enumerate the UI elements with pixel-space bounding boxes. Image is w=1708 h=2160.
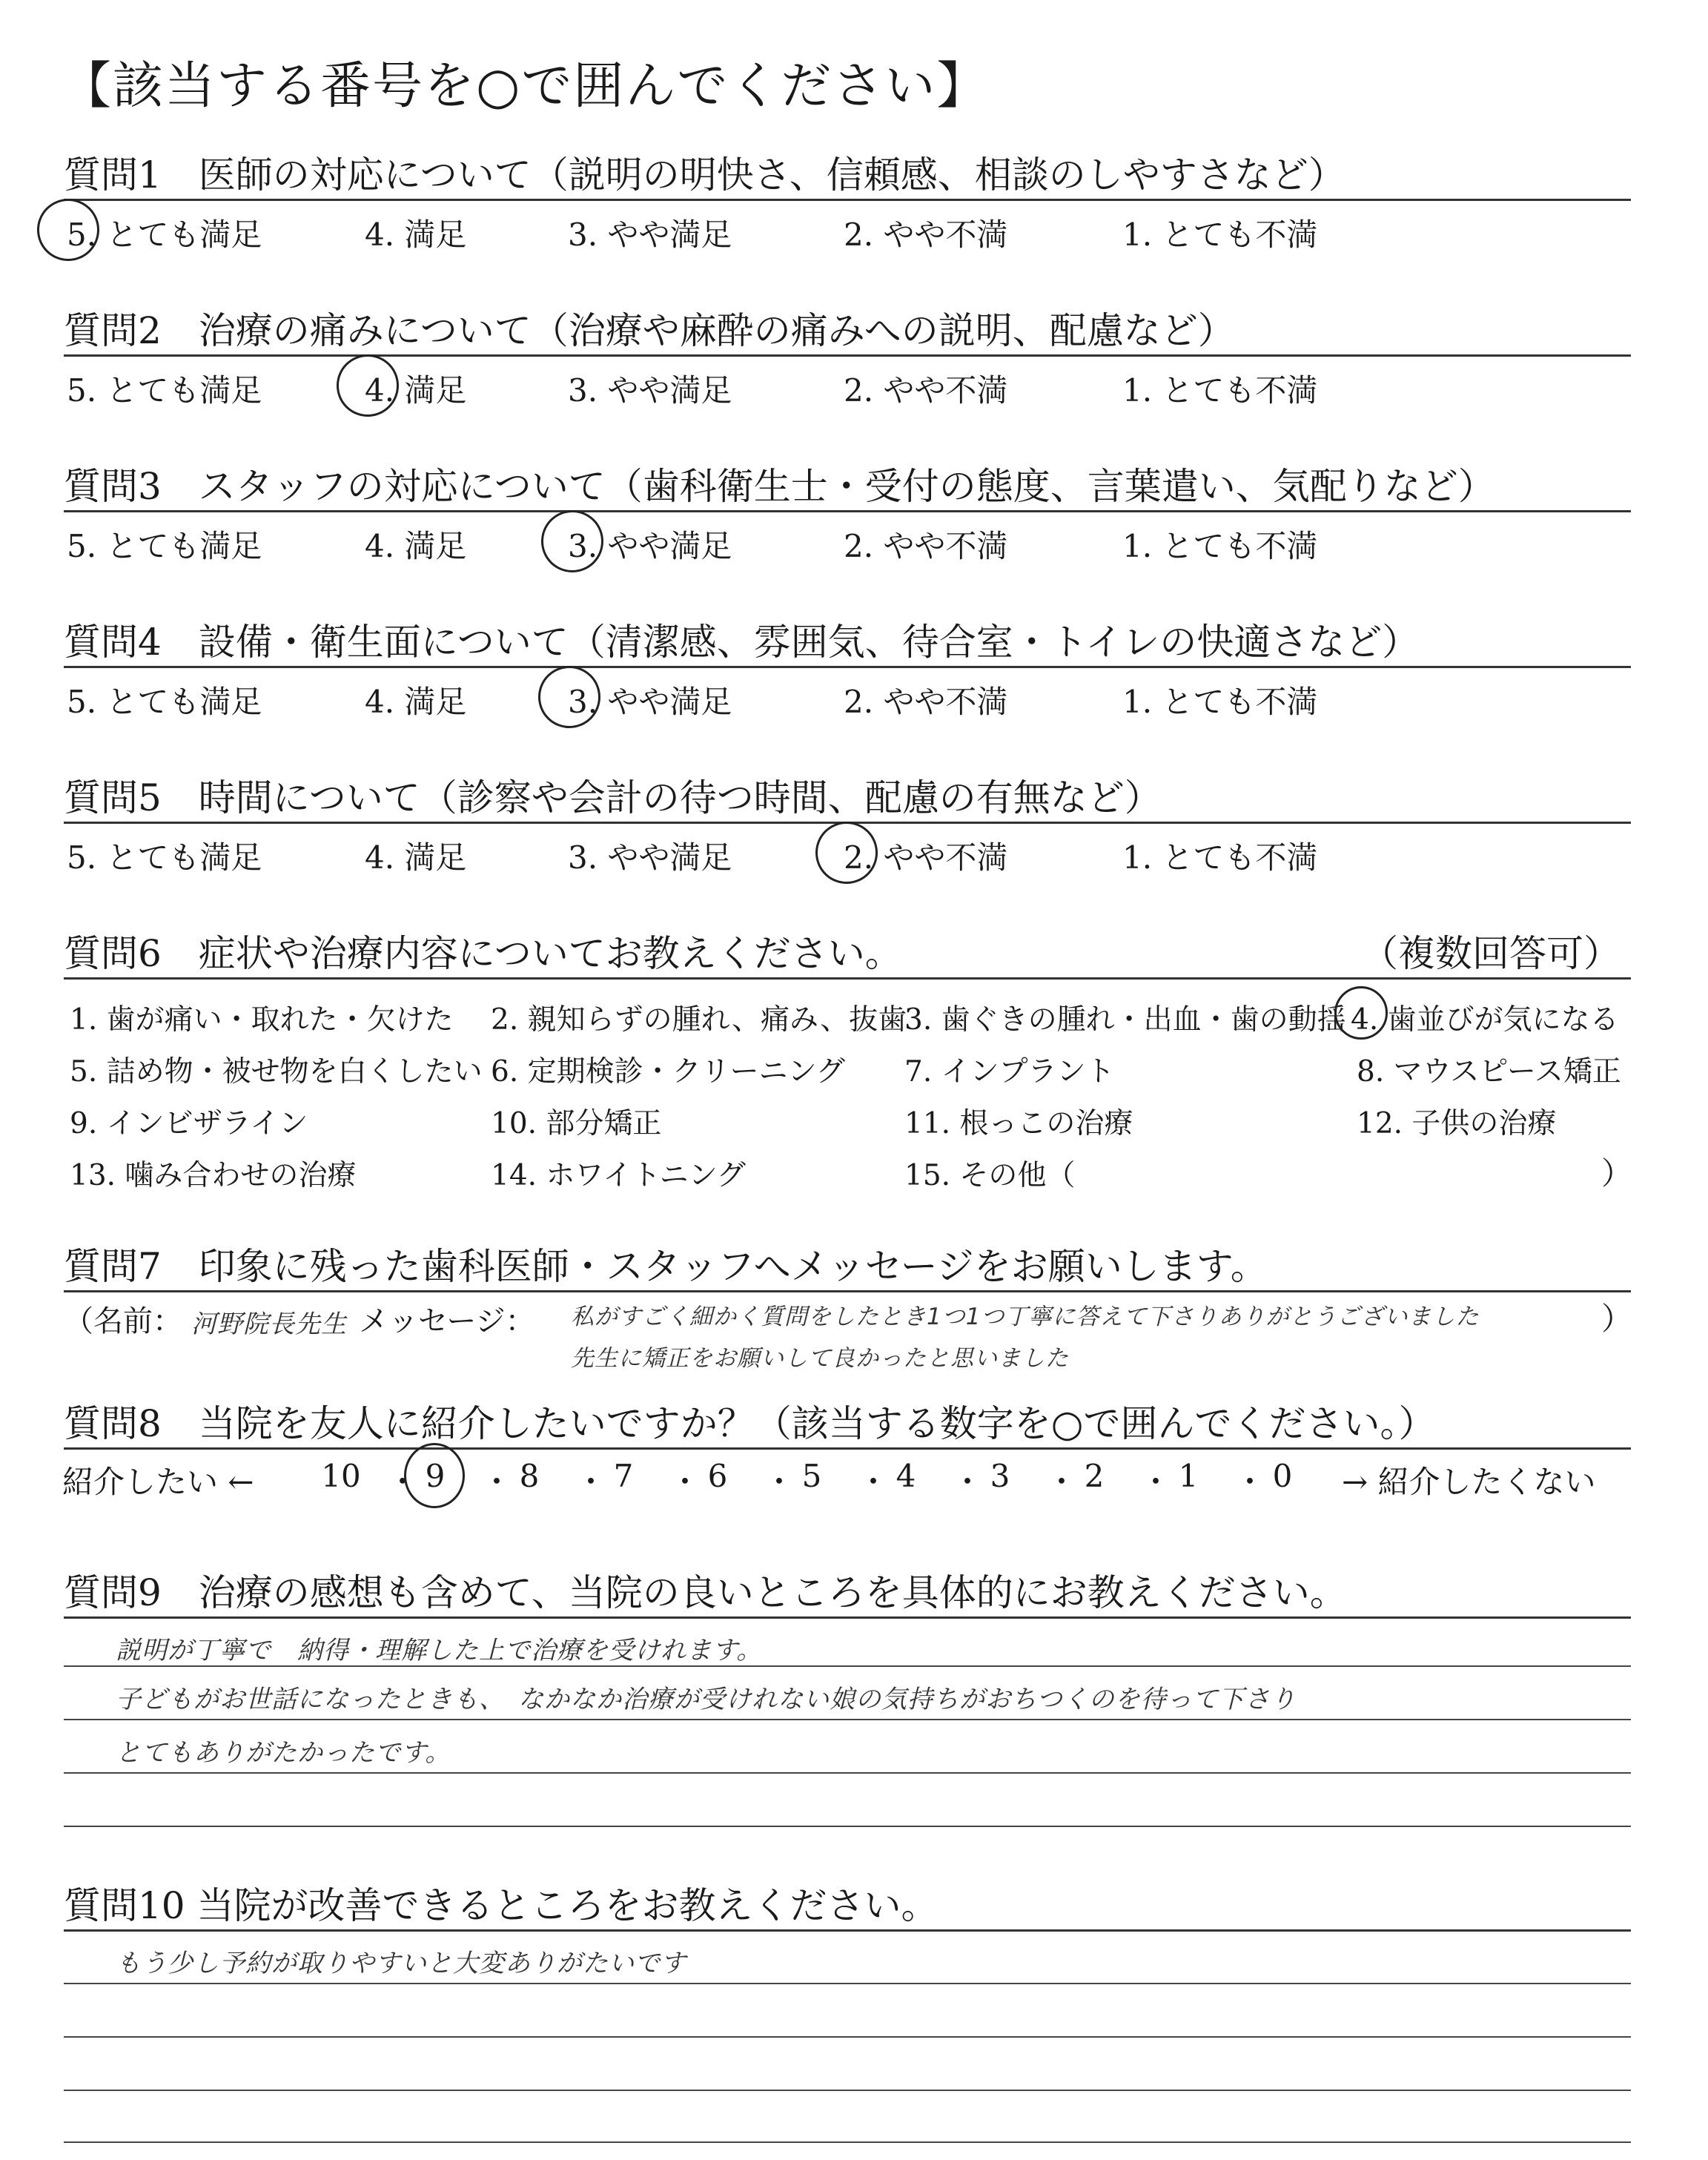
- q8-scale-separator: ・: [575, 1464, 607, 1500]
- question-8-title: 質問8 当院を友人に紹介したいですか？（該当する数字を○で囲んでください。）: [64, 1402, 1436, 1445]
- q2-option-2[interactable]: 2. やや不満: [844, 372, 1008, 409]
- q4-option-5[interactable]: 5. とても満足: [67, 684, 262, 720]
- q6-item-6[interactable]: 6. 定期検診・クリーニング: [491, 1055, 845, 1089]
- q7-name-label: （名前：: [64, 1304, 182, 1338]
- q6-item-14[interactable]: 14. ホワイトニング: [491, 1159, 746, 1192]
- question-9-rule: [64, 1616, 1631, 1619]
- q3-option-2[interactable]: 2. やや不満: [844, 528, 1008, 564]
- q7-message-line-1[interactable]: 私がすごく細かく質問をしたとき1つ1つ丁寧に答えて下さりありがとうございました: [571, 1304, 1480, 1330]
- q8-scale-8[interactable]: 8: [519, 1458, 540, 1494]
- q2-option-3[interactable]: 3. やや満足: [568, 372, 732, 409]
- q10-line-rule-4: [64, 2141, 1631, 2143]
- q6-item-4[interactable]: 4. 歯並びが気になる: [1351, 1003, 1619, 1037]
- q8-scale-7[interactable]: 7: [613, 1458, 634, 1494]
- question-5-title: 質問5 時間について（診察や会計の待つ時間、配慮の有無など）: [64, 776, 1162, 819]
- q4-option-2[interactable]: 2. やや不満: [844, 684, 1008, 720]
- q1-selection-circle: [37, 199, 99, 261]
- q1-option-5[interactable]: 5. とても満足: [67, 217, 262, 253]
- question-6-note: （複数回答可）: [1361, 932, 1621, 975]
- q9-answer-line-2[interactable]: 子どもがお世話になったときも、 なかなか治療が受けれない娘の気持ちがおちつくのを待って下さり: [116, 1685, 1297, 1714]
- q8-scale-10[interactable]: 10: [321, 1458, 361, 1494]
- q8-selection-circle: [404, 1443, 465, 1508]
- q10-line-rule-1: [64, 1983, 1631, 1984]
- question-3-title: 質問3 スタッフの対応について（歯科衛生士・受付の態度、言葉遣い、気配りなど）: [64, 465, 1495, 508]
- q4-option-3[interactable]: 3. やや満足: [568, 684, 732, 720]
- q6-item-9[interactable]: 9. インビザライン: [70, 1107, 308, 1140]
- q9-answer-line-1[interactable]: 説明が丁寧で 納得・理解した上で治療を受けれます。: [116, 1636, 763, 1665]
- q9-line-rule-2: [64, 1719, 1631, 1720]
- q8-scale-separator: ・: [764, 1464, 795, 1500]
- q5-option-3[interactable]: 3. やや満足: [568, 839, 732, 876]
- q3-option-1[interactable]: 1. とても不満: [1122, 528, 1318, 564]
- question-2-title: 質問2 治療の痛みについて（治療や麻酔の痛みへの説明、配慮など）: [64, 309, 1235, 352]
- q8-scale-separator: ・: [481, 1464, 513, 1500]
- q8-scale-9[interactable]: 9: [425, 1458, 446, 1494]
- question-1-rule: [64, 199, 1631, 201]
- question-4-rule: [64, 666, 1631, 668]
- q7-message-line-2[interactable]: 先生に矯正をお願いして良かったと思いました: [571, 1345, 1069, 1372]
- q8-scale-separator: ・: [1046, 1464, 1078, 1500]
- page-heading: 【該当する番号を○で囲んでください】: [61, 57, 989, 116]
- q6-other-close-paren: ）: [1601, 1155, 1633, 1192]
- question-7-rule: [64, 1290, 1631, 1292]
- question-10-title: 質問10 当院が改善できるところをお教えください。: [64, 1884, 939, 1927]
- q4-option-1[interactable]: 1. とても不満: [1122, 684, 1318, 720]
- q1-option-1[interactable]: 1. とても不満: [1122, 217, 1318, 253]
- question-2-rule: [64, 354, 1631, 357]
- question-6-title: 質問6 症状や治療内容についてお教えください。: [64, 932, 902, 975]
- q8-right-label: → 紹介したくない: [1342, 1464, 1596, 1500]
- q8-scale-4[interactable]: 4: [896, 1458, 916, 1494]
- q6-item-2[interactable]: 2. 親知らずの腫れ、痛み、抜歯: [491, 1003, 907, 1037]
- q7-close-paren: ）: [1601, 1301, 1633, 1337]
- q3-selection-circle: [541, 510, 603, 572]
- q8-scale-2[interactable]: 2: [1084, 1458, 1105, 1494]
- question-9-title: 質問9 治療の感想も含めて、当院の良いところを具体的にお教えください。: [64, 1571, 1347, 1614]
- q8-scale-separator: ・: [1140, 1464, 1172, 1500]
- q9-line-rule-3: [64, 1772, 1631, 1774]
- q5-option-2[interactable]: 2. やや不満: [844, 839, 1008, 876]
- q6-item-1[interactable]: 1. 歯が痛い・取れた・欠けた: [70, 1003, 454, 1037]
- q10-answer-line-1[interactable]: もう少し予約が取りやすいと大変ありがたいです: [116, 1949, 686, 1978]
- question-7-title: 質問7 印象に残った歯科医師・スタッフへメッセージをお願いします。: [64, 1245, 1268, 1288]
- q1-option-4[interactable]: 4. 満足: [365, 217, 467, 253]
- q8-scale-6[interactable]: 6: [707, 1458, 728, 1494]
- q8-scale-separator: ・: [1234, 1464, 1266, 1500]
- q10-line-rule-2: [64, 2036, 1631, 2038]
- q6-item-3[interactable]: 3. 歯ぐきの腫れ・出血・歯の動揺: [904, 1003, 1346, 1037]
- q3-option-5[interactable]: 5. とても満足: [67, 528, 262, 564]
- q6-item-5[interactable]: 5. 詰め物・被せ物を白くしたい: [70, 1055, 483, 1089]
- q5-selection-circle: [815, 822, 878, 884]
- question-4-title: 質問4 設備・衛生面について（清潔感、雰囲気、待合室・トイレの快適さなど）: [64, 621, 1420, 664]
- q8-scale-separator: ・: [669, 1464, 701, 1500]
- q8-scale-5[interactable]: 5: [801, 1458, 822, 1494]
- q6-item-7[interactable]: 7. インプラント: [904, 1055, 1115, 1089]
- q8-scale-0[interactable]: 0: [1272, 1458, 1293, 1494]
- question-3-rule: [64, 510, 1631, 512]
- q3-option-3[interactable]: 3. やや満足: [568, 528, 732, 564]
- q7-message-label: メッセージ：: [359, 1304, 535, 1338]
- q9-line-rule-4: [64, 1826, 1631, 1827]
- q8-scale-separator: ・: [387, 1464, 419, 1500]
- q6-item-8[interactable]: 8. マウスピース矯正: [1357, 1055, 1621, 1089]
- question-1-title: 質問1 医師の対応について（説明の明快さ、信頼感、相談のしやすさなど）: [64, 153, 1345, 196]
- q5-option-5[interactable]: 5. とても満足: [67, 839, 262, 876]
- q2-option-5[interactable]: 5. とても満足: [67, 372, 262, 409]
- q9-line-rule-1: [64, 1665, 1631, 1667]
- q5-option-4[interactable]: 4. 満足: [365, 839, 467, 876]
- q1-option-2[interactable]: 2. やや不満: [844, 217, 1008, 253]
- question-8-rule: [64, 1447, 1631, 1450]
- q10-line-rule-3: [64, 2090, 1631, 2091]
- q6-item-12[interactable]: 12. 子供の治療: [1357, 1107, 1557, 1140]
- q7-name-value[interactable]: 河野院長先生: [191, 1309, 347, 1339]
- q6-item-11[interactable]: 11. 根っこの治療: [904, 1107, 1133, 1140]
- q2-option-1[interactable]: 1. とても不満: [1122, 372, 1318, 409]
- q8-scale-separator: ・: [858, 1464, 890, 1500]
- q5-option-1[interactable]: 1. とても不満: [1122, 839, 1318, 876]
- question-10-rule: [64, 1929, 1631, 1932]
- q4-option-4[interactable]: 4. 満足: [365, 684, 467, 720]
- q9-answer-line-3[interactable]: とてもありがたかったです。: [116, 1738, 451, 1768]
- q3-option-4[interactable]: 4. 満足: [365, 528, 467, 564]
- q6-selection-circle: [1334, 986, 1388, 1040]
- q8-scale-1[interactable]: 1: [1178, 1458, 1199, 1494]
- q8-scale-3[interactable]: 3: [990, 1458, 1010, 1494]
- q2-selection-circle: [337, 354, 399, 417]
- q4-selection-circle: [538, 666, 600, 728]
- q6-item-13[interactable]: 13. 噛み合わせの治療: [70, 1159, 357, 1192]
- q2-option-4[interactable]: 4. 満足: [365, 372, 467, 409]
- q8-left-label: 紹介したい ←: [62, 1464, 254, 1500]
- q1-option-3[interactable]: 3. やや満足: [568, 217, 732, 253]
- q6-item-10[interactable]: 10. 部分矯正: [491, 1107, 662, 1140]
- q6-item-15[interactable]: 15. その他（: [904, 1159, 1076, 1192]
- q8-scale-separator: ・: [952, 1464, 984, 1500]
- question-6-rule: [64, 977, 1631, 980]
